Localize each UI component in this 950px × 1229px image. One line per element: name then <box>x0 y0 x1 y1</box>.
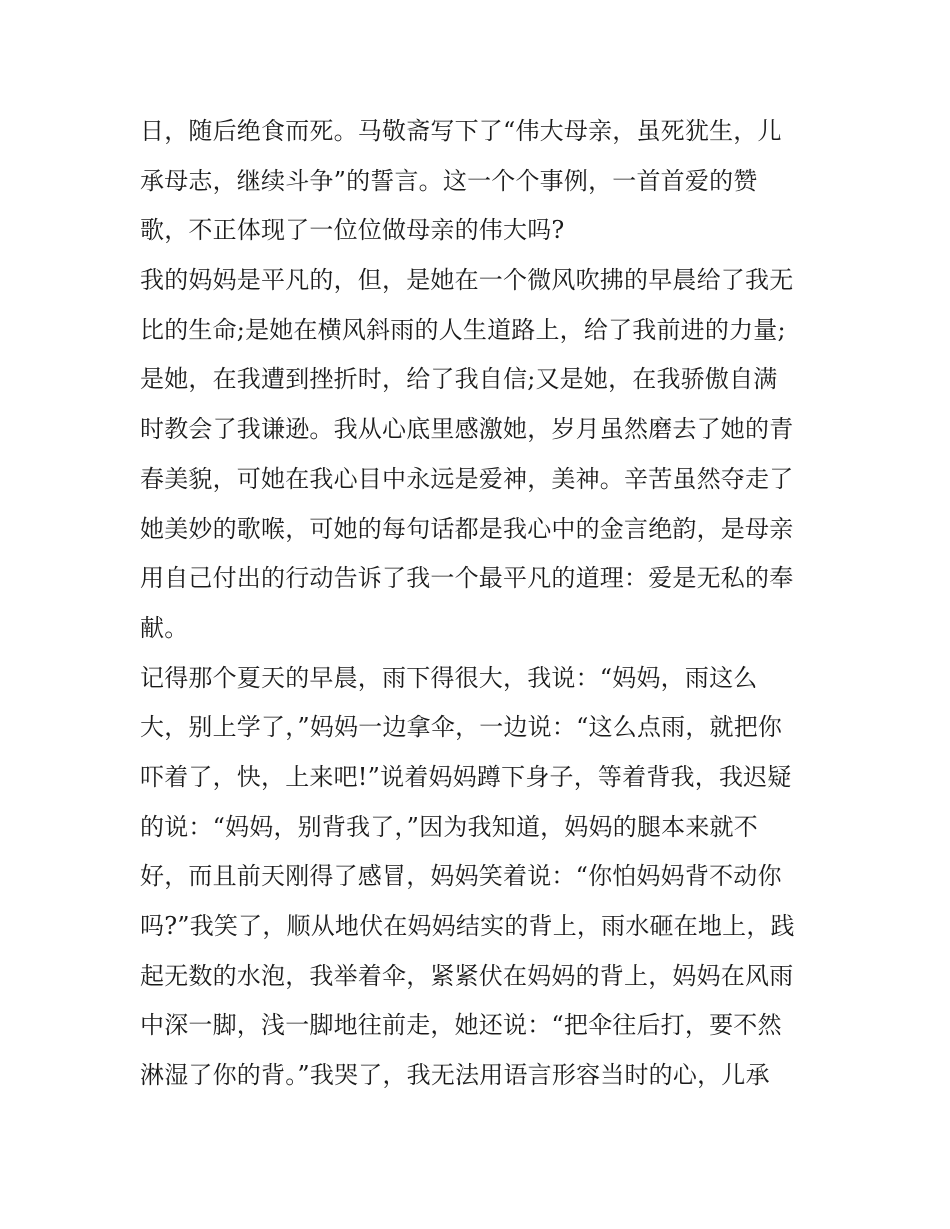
text-line: 比的生命;是她在横风斜雨的人生道路上，给了我前进的力量; <box>140 315 786 344</box>
text-line: 大，别上学了，”妈妈一边拿伞，一边说：“这么点雨，就把你 <box>140 713 783 742</box>
text-line: 春美貌，可她在我心目中永远是爱神，美神。辛苦虽然夺走了 <box>140 464 794 493</box>
text-line: 吗?”我笑了，顺从地伏在妈妈结实的背上，雨水砸在地上，践 <box>140 912 795 940</box>
text-line: 用自己付出的行动告诉了我一个最平凡的道理：爱是无私的奉 <box>140 564 794 593</box>
text-line: 是她，在我遭到挫折时，给了我自信;又是她，在我骄傲自满 <box>140 365 778 394</box>
text-line: 我的妈妈是平凡的，但，是她在一个微风吹拂的早晨给了我无 <box>140 266 794 295</box>
text-line: 承母志，继续斗争”的誓言。这一个个事例，一首首爱的赞 <box>140 166 758 195</box>
text-line: 好，而且前天刚得了感冒，妈妈笑着说：“你怕妈妈背不动你 <box>140 862 782 891</box>
text-line: 歌，不正体现了一位位做母亲的伟大吗? <box>140 216 565 245</box>
text-line: 献。 <box>140 613 189 642</box>
text-line: 记得那个夏天的早晨，雨下得很大，我说：“妈妈，雨这么 <box>140 663 758 692</box>
text-line: 吓着了，快，上来吧!”说着妈妈蹲下身子，等着背我，我迟疑 <box>140 762 792 791</box>
text-line: 的说：“妈妈，别背我了，”因为我知道，妈妈的腿本来就不 <box>140 812 758 841</box>
text-line: 淋湿了你的背。”我哭了，我无法用语言形容当时的心，儿承 <box>140 1061 770 1090</box>
text-line: 时教会了我谦逊。我从心底里感激她，岁月虽然磨去了她的青 <box>140 415 794 444</box>
text-line: 她美妙的歌喉，可她的每句话都是我心中的金言绝韵，是母亲 <box>140 514 794 543</box>
body-text <box>140 107 820 1101</box>
text-line: 日，随后绝食而死。马敬斋写下了“伟大母亲，虽死犹生，儿 <box>140 117 782 145</box>
text-line: 起无数的水泡，我举着伞，紧紧伏在妈妈的背上，妈妈在风雨 <box>140 961 794 990</box>
text-line: 中深一脚，浅一脚地往前走，她还说：“把伞往后打，要不然 <box>140 1011 782 1040</box>
